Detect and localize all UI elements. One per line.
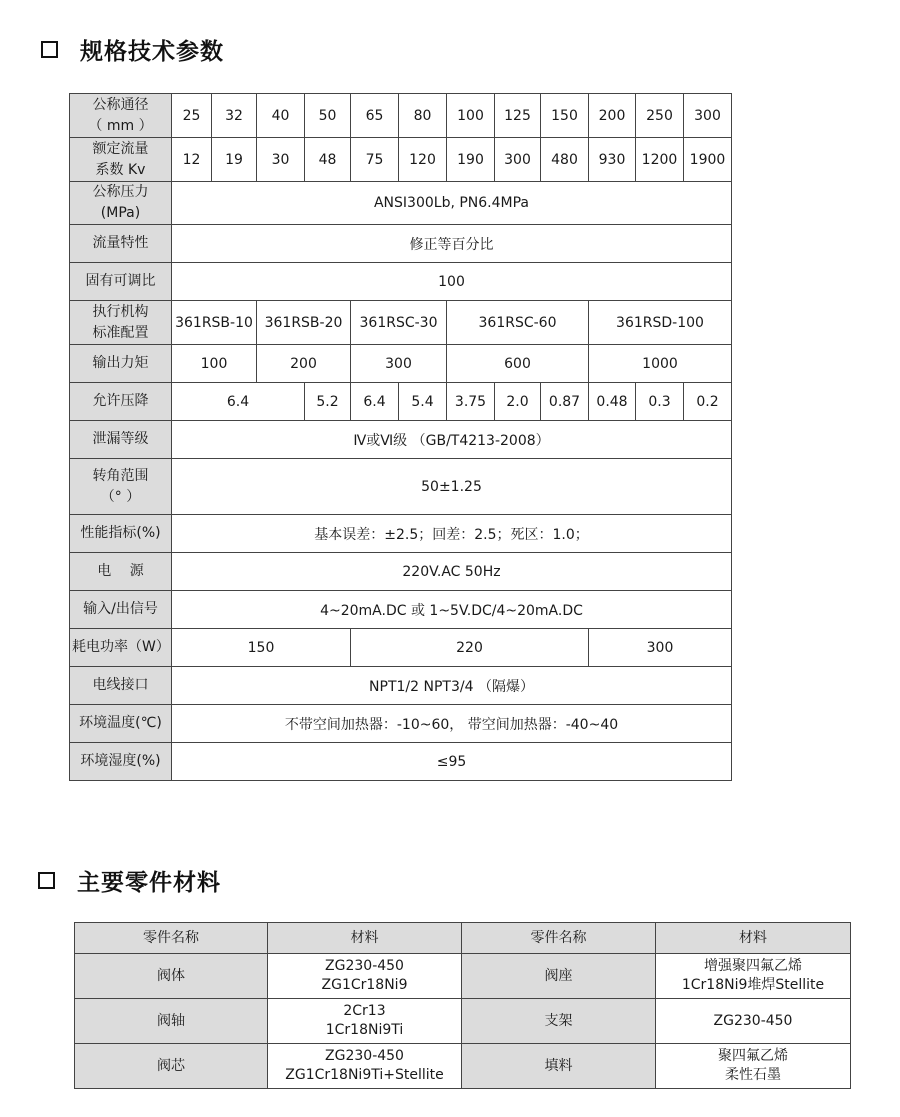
spec-cell: 65 <box>351 94 399 138</box>
spec-header-line: 允许压降 <box>92 393 149 409</box>
spec-row <box>70 383 732 421</box>
spec-cell: 930 <box>589 138 636 182</box>
spec-cell: 32 <box>212 94 257 138</box>
spec-row-header <box>70 515 172 553</box>
spec-cell: 120 <box>399 138 447 182</box>
material-cell <box>268 999 462 1044</box>
section-title-text: 规格技术参数 <box>80 39 224 65</box>
spec-cell: 300 <box>684 94 732 138</box>
spec-header-line: 公称压力 <box>92 184 149 200</box>
spec-cell: 100 <box>172 345 257 383</box>
spec-header-line: （ mm ） <box>88 117 153 134</box>
spec-row <box>70 225 732 263</box>
spec-cell: 19 <box>212 138 257 182</box>
spec-cell: 361RSB-10 <box>172 301 257 345</box>
part-name-cell: 阀体 <box>75 954 268 999</box>
materials-column-header: 材料 <box>268 923 462 954</box>
spec-cell: ≤95 <box>172 743 732 781</box>
spec-cell: 6.4 <box>351 383 399 421</box>
spec-row <box>70 301 732 345</box>
spec-table <box>69 93 732 781</box>
spec-cell: 150 <box>172 629 351 667</box>
spec-cell: 0.48 <box>589 383 636 421</box>
spec-header-line: 转角范围 <box>92 467 149 484</box>
spec-cell: 190 <box>447 138 495 182</box>
spec-row-header <box>70 591 172 629</box>
spec-header-line: （° ） <box>100 488 141 505</box>
material-line: ZG230-450 <box>325 958 404 974</box>
spec-header-line: 公称通径 <box>92 96 149 113</box>
materials-row <box>75 999 851 1044</box>
spec-row <box>70 421 732 459</box>
spec-row <box>70 743 732 781</box>
spec-cell: 1000 <box>589 345 732 383</box>
spec-header-line: 性能指标(%) <box>80 525 161 541</box>
materials-column-header: 材料 <box>656 923 851 954</box>
material-line: ZG1Cr18Ni9Ti+Stellite <box>285 1067 444 1083</box>
spec-row-header <box>70 263 172 301</box>
spec-cell: 250 <box>636 94 684 138</box>
spec-cell: NPT1/2 NPT3/4 （隔爆） <box>172 667 732 705</box>
spec-row <box>70 553 732 591</box>
spec-row-header <box>70 301 172 345</box>
spec-cell: 80 <box>399 94 447 138</box>
spec-cell: 125 <box>495 94 541 138</box>
spec-header-line: 固有可调比 <box>85 273 156 289</box>
spec-cell: 200 <box>589 94 636 138</box>
spec-row-header <box>70 743 172 781</box>
spec-header-line: 环境温度(℃) <box>79 715 162 731</box>
spec-cell: 480 <box>541 138 589 182</box>
spec-cell: 3.75 <box>447 383 495 421</box>
spec-header-line: 输出力矩 <box>92 355 149 371</box>
spec-cell: 361RSB-20 <box>257 301 351 345</box>
spec-row-header <box>70 225 172 263</box>
spec-cell: 50 <box>305 94 351 138</box>
spec-header-line: 电线接口 <box>92 677 149 693</box>
spec-cell: 6.4 <box>172 383 305 421</box>
material-line: 2Cr13 <box>343 1003 386 1019</box>
spec-header-line: 流量特性 <box>92 235 149 251</box>
material-cell <box>268 1044 462 1089</box>
spec-row-header <box>70 138 172 182</box>
spec-cell: 5.4 <box>399 383 447 421</box>
material-line: 聚四氟乙烯 <box>718 1048 788 1064</box>
spec-header-line: 执行机构 <box>92 303 149 320</box>
part-name-cell: 阀轴 <box>75 999 268 1044</box>
spec-row-header <box>70 383 172 421</box>
section-title-specs <box>41 33 224 66</box>
spec-cell: 1200 <box>636 138 684 182</box>
checkbox-icon <box>38 872 55 889</box>
spec-cell: 1900 <box>684 138 732 182</box>
materials-row <box>75 1044 851 1089</box>
spec-cell: 0.2 <box>684 383 732 421</box>
spec-row <box>70 459 732 515</box>
spec-cell: 100 <box>172 263 732 301</box>
spec-cell: ANSI300Lb, PN6.4MPa <box>172 182 732 225</box>
spec-header-line: 输入/出信号 <box>83 601 158 617</box>
material-line: 增强聚四氟乙烯 <box>704 958 802 974</box>
spec-cell: 50±1.25 <box>172 459 732 515</box>
material-line: 1Cr18Ni9Ti <box>325 1022 404 1038</box>
material-cell <box>656 1044 851 1089</box>
spec-cell: 48 <box>305 138 351 182</box>
materials-column-header: 零件名称 <box>462 923 656 954</box>
spec-cell: 75 <box>351 138 399 182</box>
spec-cell: 12 <box>172 138 212 182</box>
material-cell <box>656 954 851 999</box>
spec-cell: 300 <box>589 629 732 667</box>
spec-row <box>70 345 732 383</box>
spec-cell: 100 <box>447 94 495 138</box>
spec-header-line: 电 源 <box>97 563 144 579</box>
spec-header-line: (MPa) <box>100 205 141 221</box>
material-line: ZG230-450 <box>325 1048 404 1064</box>
spec-cell: 200 <box>257 345 351 383</box>
spec-row <box>70 182 732 225</box>
spec-cell: 300 <box>351 345 447 383</box>
spec-cell: 4~20mA.DC 或 1~5V.DC/4~20mA.DC <box>172 591 732 629</box>
spec-cell: 361RSD-100 <box>589 301 732 345</box>
spec-row-header <box>70 459 172 515</box>
section-title-text: 主要零件材料 <box>77 870 221 896</box>
spec-cell: 25 <box>172 94 212 138</box>
spec-cell: 220V.AC 50Hz <box>172 553 732 591</box>
spec-header-line: 环境湿度(%) <box>80 753 161 769</box>
spec-row <box>70 667 732 705</box>
spec-cell: 600 <box>447 345 589 383</box>
spec-row-header <box>70 94 172 138</box>
spec-cell: 不带空间加热器：-10~60， 带空间加热器：-40~40 <box>172 705 732 743</box>
spec-cell: 0.3 <box>636 383 684 421</box>
spec-header-line: 标准配置 <box>92 324 149 341</box>
spec-cell: 5.2 <box>305 383 351 421</box>
spec-row-header <box>70 705 172 743</box>
material-line: ZG230-450 <box>713 1012 793 1029</box>
checkbox-icon <box>41 41 58 58</box>
spec-row-header <box>70 182 172 225</box>
spec-row <box>70 515 732 553</box>
materials-column-header: 零件名称 <box>75 923 268 954</box>
part-name-cell: 阀芯 <box>75 1044 268 1089</box>
spec-cell: 2.0 <box>495 383 541 421</box>
spec-cell: 220 <box>351 629 589 667</box>
spec-row-header <box>70 345 172 383</box>
spec-cell: 300 <box>495 138 541 182</box>
part-name-cell: 阀座 <box>462 954 656 999</box>
spec-cell: 361RSC-60 <box>447 301 589 345</box>
spec-header-line: 系数 Kv <box>95 161 146 178</box>
spec-row <box>70 138 732 182</box>
spec-header-line: 额定流量 <box>92 140 149 157</box>
materials-row <box>75 954 851 999</box>
spec-cell: 361RSC-30 <box>351 301 447 345</box>
spec-cell: 40 <box>257 94 305 138</box>
material-line: ZG1Cr18Ni9 <box>321 977 408 993</box>
spec-row-header <box>70 553 172 591</box>
spec-cell: 30 <box>257 138 305 182</box>
materials-table <box>74 922 851 1089</box>
spec-header-line: 耗电功率（W） <box>72 639 170 655</box>
spec-row-header <box>70 667 172 705</box>
part-name-cell: 填料 <box>462 1044 656 1089</box>
spec-row <box>70 629 732 667</box>
materials-header-row <box>75 923 851 954</box>
spec-header-line: 泄漏等级 <box>92 431 149 447</box>
spec-row <box>70 705 732 743</box>
section-title-materials <box>38 864 221 897</box>
spec-cell: Ⅳ或Ⅵ级 （GB/T4213-2008） <box>172 421 732 459</box>
spec-row-header <box>70 629 172 667</box>
spec-row <box>70 591 732 629</box>
material-cell <box>656 999 851 1044</box>
spec-row <box>70 263 732 301</box>
spec-cell: 基本误差：±2.5；回差：2.5；死区：1.0； <box>172 515 732 553</box>
spec-row-header <box>70 421 172 459</box>
material-cell <box>268 954 462 999</box>
material-line: 1Cr18Ni9堆焊Stellite <box>681 977 825 993</box>
spec-cell: 0.87 <box>541 383 589 421</box>
spec-row <box>70 94 732 138</box>
part-name-cell: 支架 <box>462 999 656 1044</box>
spec-cell: 修正等百分比 <box>172 225 732 263</box>
material-line: 柔性石墨 <box>725 1067 781 1083</box>
spec-cell: 150 <box>541 94 589 138</box>
